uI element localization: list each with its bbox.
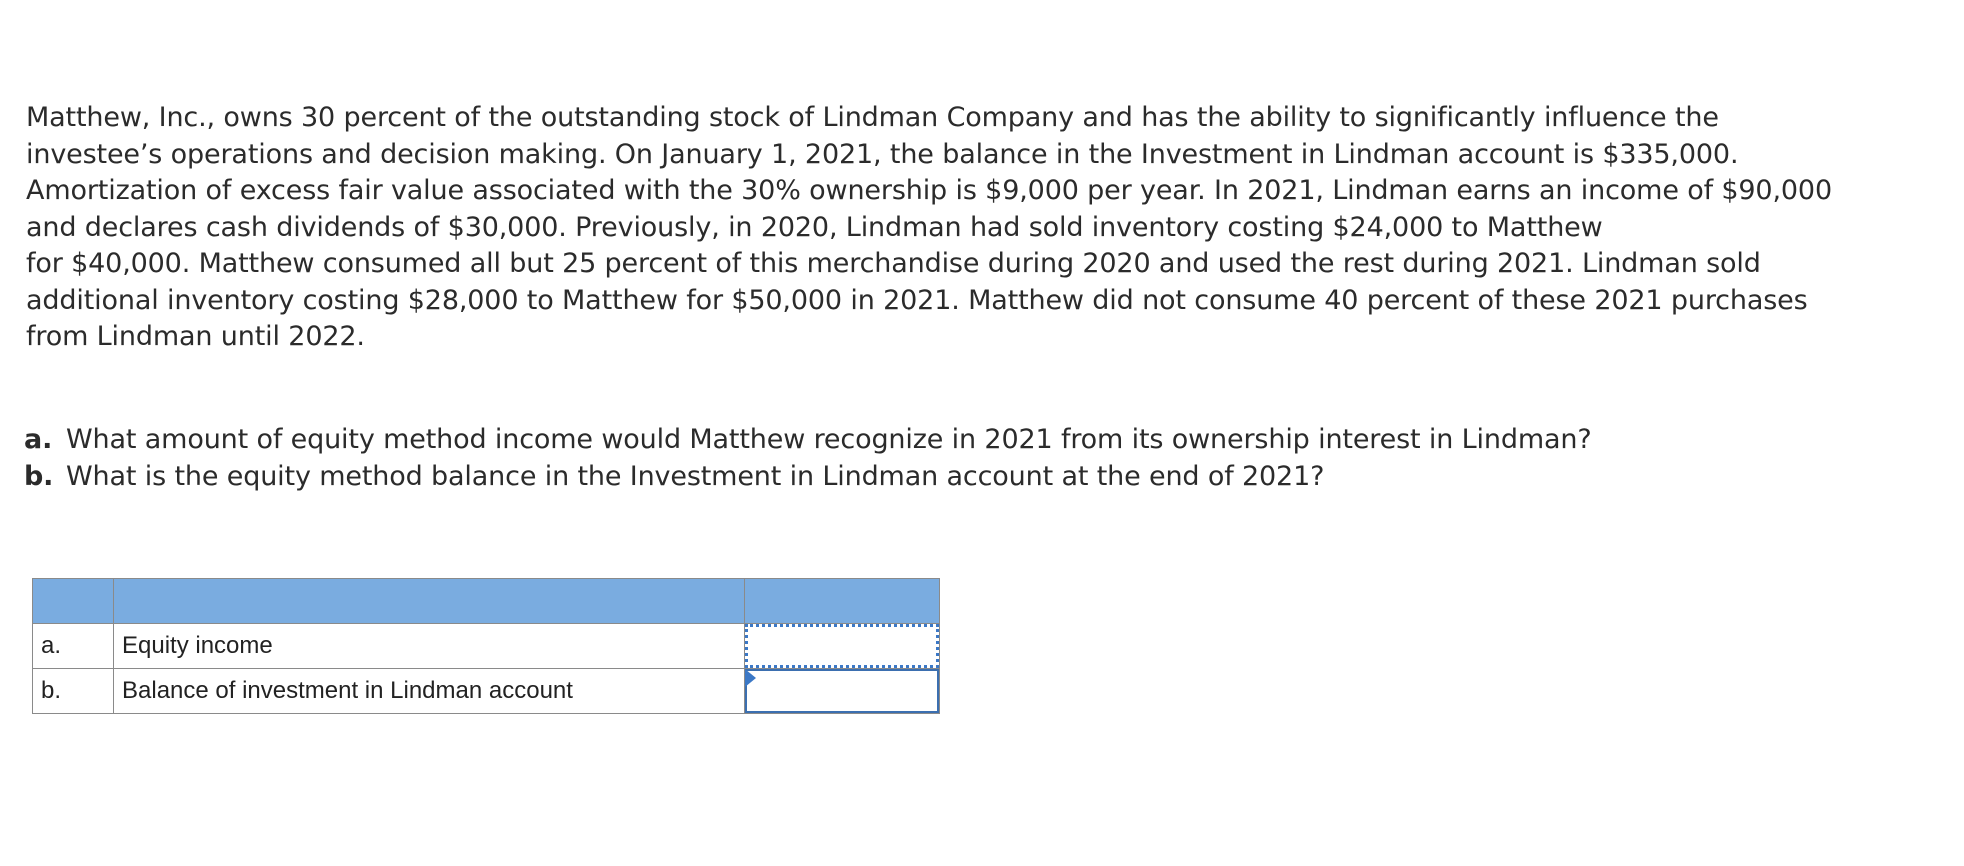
question-a — [24, 422, 1592, 459]
header-cell — [745, 579, 940, 624]
answer-input-frame — [745, 624, 939, 668]
problem-line: Amortization of excess fair value associated with the 30% ownership is $9,000 per year. In 2021, Lindman earns an income of $90,000 — [26, 175, 1832, 206]
header-cell — [114, 579, 745, 624]
table-row — [33, 624, 940, 669]
answer-table — [32, 578, 940, 714]
row-label: Balance of investment in Lindman account — [114, 669, 745, 714]
problem-line: investee’s operations and decision making. On January 1, 2021, the balance in the Investment in Lindman account is $335,000. — [26, 138, 1739, 170]
table-row — [33, 669, 940, 714]
question-letter: a. — [24, 424, 53, 455]
cell-marker-icon — [745, 669, 756, 687]
answer-input-frame — [745, 669, 939, 713]
problem-line: and declares cash dividends of $30,000. Previously, in 2020, Lindman had sold inventory costing $24,000 to Matthew — [26, 211, 1603, 243]
question-b — [24, 459, 1592, 496]
problem-line: additional inventory costing $28,000 to Matthew for $50,000 in 2021. Matthew did not consume 40 percent of these 2021 purchases — [26, 284, 1808, 316]
equity-income-input[interactable] — [748, 627, 936, 665]
investment-balance-input[interactable] — [747, 671, 937, 711]
question-letter: b. — [24, 460, 54, 492]
row-letter: b. — [33, 669, 114, 714]
question-list — [24, 422, 1592, 495]
answer-cell — [745, 624, 940, 669]
row-label: Equity income — [114, 624, 745, 669]
problem-line: Matthew, Inc., owns 30 percent of the outstanding stock of Lindman Company and has the ability to significantly influence the — [26, 102, 1719, 133]
problem-line: from Lindman until 2022. — [26, 321, 365, 352]
answer-cell — [745, 669, 940, 714]
table-header-row — [33, 579, 940, 624]
header-cell — [33, 579, 114, 624]
question-text: What is the equity method balance in the Investment in Lindman account at the end of 2021? — [66, 460, 1325, 492]
question-text: What amount of equity method income would Matthew recognize in 2021 from its ownership interest in Lindman? — [66, 424, 1592, 455]
problem-line: for $40,000. Matthew consumed all but 25 percent of this merchandise during 2020 and used the rest during 2021. Lindman sold — [26, 248, 1761, 279]
row-letter: a. — [33, 624, 114, 669]
problem-statement — [26, 100, 1946, 356]
